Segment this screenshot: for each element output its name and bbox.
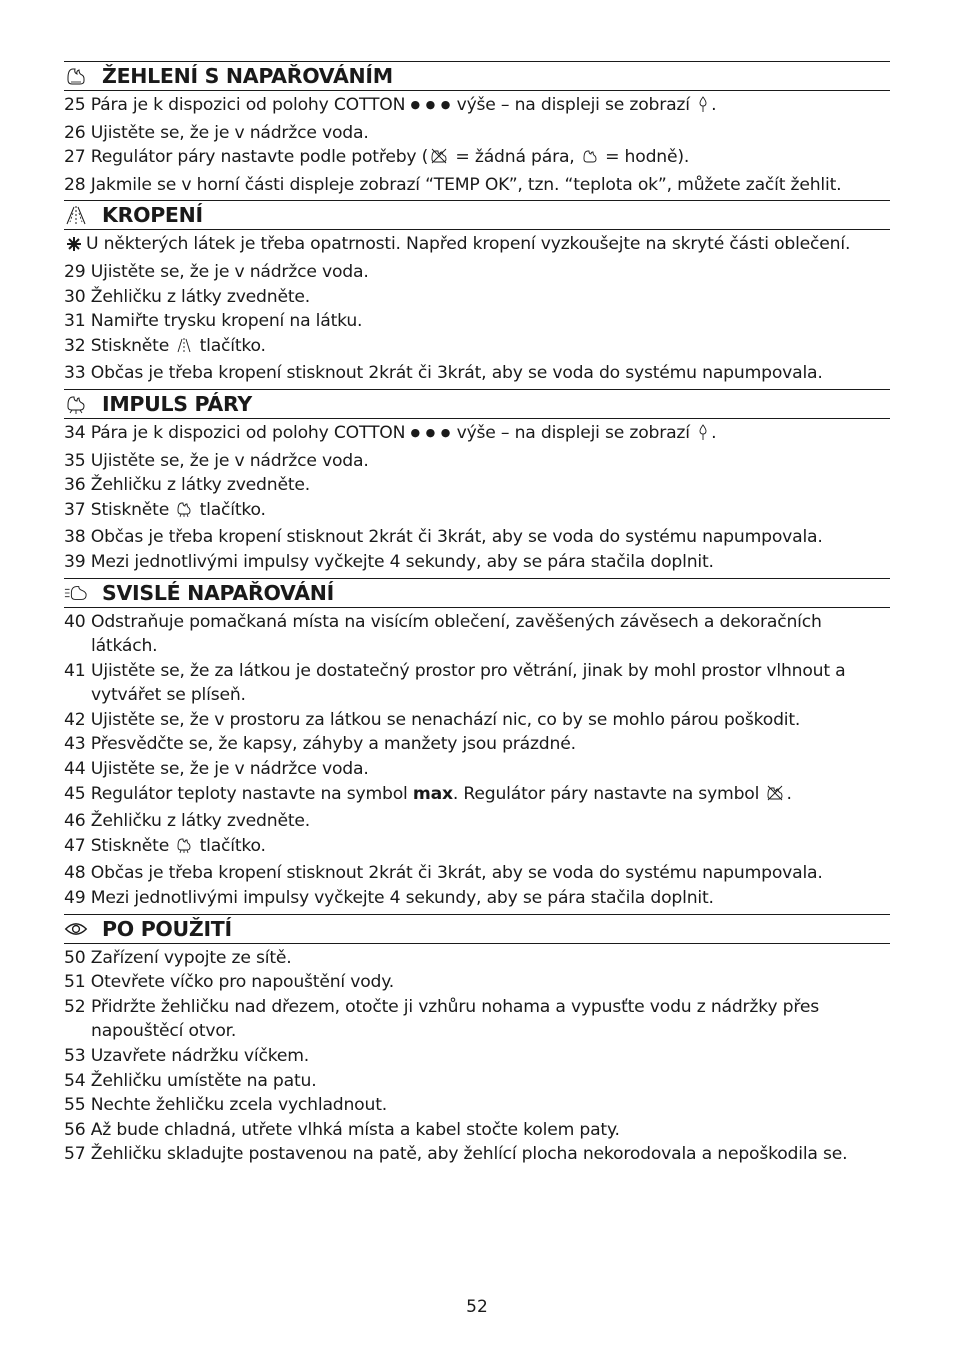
- list-item: 44 Ujistěte se, že je v nádržce voda.: [64, 759, 369, 780]
- list-item: 38 Občas je třeba kropení stisknout 2krát či 3krát, aby se voda do systému napumpovala.: [64, 527, 823, 548]
- list-item: 50 Zařízení vypojte ze sítě.: [64, 947, 292, 968]
- list-item: 31 Namiřte trysku kropení na látku.: [64, 311, 363, 332]
- section-header: [64, 389, 890, 419]
- max-steam-icon: [582, 147, 598, 173]
- list-item: 37 Stiskněte tlačítko.: [64, 498, 890, 526]
- steam-shot-icon: [64, 394, 88, 414]
- instruction-page: [64, 61, 890, 1170]
- list-item: U některých látek je třeba opatrnosti. Napřed kropení vyzkoušejte na skryté části oblečení.: [64, 232, 890, 260]
- vertical-steam-icon: [64, 583, 88, 603]
- list-item: 30 Žehličku z látky zvedněte.: [64, 286, 311, 307]
- list-item: 35 Ujistěte se, že je v nádržce voda.: [64, 450, 369, 471]
- list-item: 46 Žehličku z látky zvedněte.: [64, 811, 311, 832]
- steam-drop-icon: [697, 95, 709, 121]
- list-item: 41 Ujistěte se, že za látkou je dostatečný prostor pro větrání, jinak by mohl prostor vlhnout a vytvářet se plíseň.: [64, 660, 846, 706]
- list-item: 39 Mezi jednotlivými impulsy vyčkejte 4 sekundy, aby se pára stačila doplnit.: [64, 551, 714, 572]
- list-item: 48 Občas je třeba kropení stisknout 2krát či 3krát, aby se voda do systému napumpovala.: [64, 863, 823, 884]
- eye-icon: [64, 919, 88, 939]
- section-steam-shot: [64, 389, 890, 578]
- list-item: 57 Žehličku skladujte postavenou na patě, aby žehlící plocha nekorodovala a nepoškodila se.: [64, 1144, 848, 1165]
- section-steam-ironing: [64, 61, 890, 200]
- section-title: SVISLÉ NAPAŘOVÁNÍ: [102, 580, 334, 605]
- list-item: 47 Stiskněte tlačítko.: [64, 834, 890, 862]
- list-item: 55 Nechte žehličku zcela vychladnout.: [64, 1095, 387, 1116]
- section-header: [64, 61, 890, 91]
- section-vertical-steam: [64, 578, 890, 914]
- section-title: PO POUŽITÍ: [102, 916, 232, 941]
- section-spray: [64, 200, 890, 389]
- list-item: 28 Jakmile se v horní části displeje zobrazí “TEMP OK”, tzn. “teplota ok”, můžete začít žehlit.: [64, 174, 842, 195]
- steam-ironing-icon: [64, 66, 88, 86]
- section-title: IMPULS PÁRY: [102, 391, 252, 416]
- list-item: 33 Občas je třeba kropení stisknout 2krát či 3krát, aby se voda do systému napumpovala.: [64, 363, 823, 384]
- list-item: 32 Stiskněte tlačítko.: [64, 334, 890, 362]
- no-steam-icon: [430, 147, 448, 173]
- page-number: 52: [466, 1297, 488, 1317]
- steam-shot-icon: [176, 836, 192, 862]
- steam-shot-icon: [176, 500, 192, 526]
- list-item: 53 Uzavřete nádržku víčkem.: [64, 1046, 310, 1066]
- list-item: 25 Pára je k dispozici od polohy COTTON ● ● ● výše – na displeji se zobrazí .: [64, 93, 890, 121]
- list-item: 45 Regulátor teploty nastavte na symbol max. Regulátor páry nastavte na symbol .: [64, 782, 890, 810]
- section-header: [64, 578, 890, 608]
- list-item: 52 Přidržte žehličku nad dřezem, otočte ji vzhůru nohama a vypusťte vodu z nádržky přes napouštěcí otvor.: [64, 996, 819, 1042]
- section-header: [64, 914, 890, 944]
- section-after-use: [64, 914, 890, 1170]
- list-item: 54 Žehličku umístěte na patu.: [64, 1070, 317, 1091]
- list-item: 51 Otevřete víčko pro napouštění vody.: [64, 972, 395, 993]
- list-item: 36 Žehličku z látky zvedněte.: [64, 475, 311, 496]
- list-item: 56 Až bude chladná, utřete vlhká místa a kabel stočte kolem paty.: [64, 1119, 620, 1140]
- section-title: KROPENÍ: [102, 203, 203, 228]
- section-header: [64, 200, 890, 230]
- list-item: 34 Pára je k dispozici od polohy COTTON ● ● ● výše – na displeji se zobrazí .: [64, 421, 890, 449]
- list-item: 49 Mezi jednotlivými impulsy vyčkejte 4 sekundy, aby se pára stačila doplnit.: [64, 888, 714, 909]
- spray-icon: [176, 336, 192, 362]
- list-item: 42 Ujistěte se, že v prostoru za látkou se nenachází nic, co by se mohlo párou poškodit.: [64, 709, 801, 730]
- section-title: ŽEHLENÍ S NAPAŘOVÁNÍM: [102, 64, 393, 88]
- caution-star-icon: [66, 235, 82, 260]
- no-steam-icon: [766, 784, 784, 810]
- steam-drop-icon: [697, 423, 709, 449]
- list-item: 26 Ujistěte se, že je v nádržce voda.: [64, 122, 369, 143]
- spray-icon: [64, 205, 88, 225]
- list-item: 29 Ujistěte se, že je v nádržce voda.: [64, 261, 369, 282]
- list-item: 40 Odstraňuje pomačkaná místa na visícím oblečení, zavěšených závěsech a dekoračních látkách.: [64, 611, 822, 657]
- list-item: 27 Regulátor páry nastavte podle potřeby ( = žádná pára, = hodně).: [64, 145, 890, 173]
- list-item: 43 Přesvědčte se, že kapsy, záhyby a manžety jsou prázdné.: [64, 734, 576, 755]
